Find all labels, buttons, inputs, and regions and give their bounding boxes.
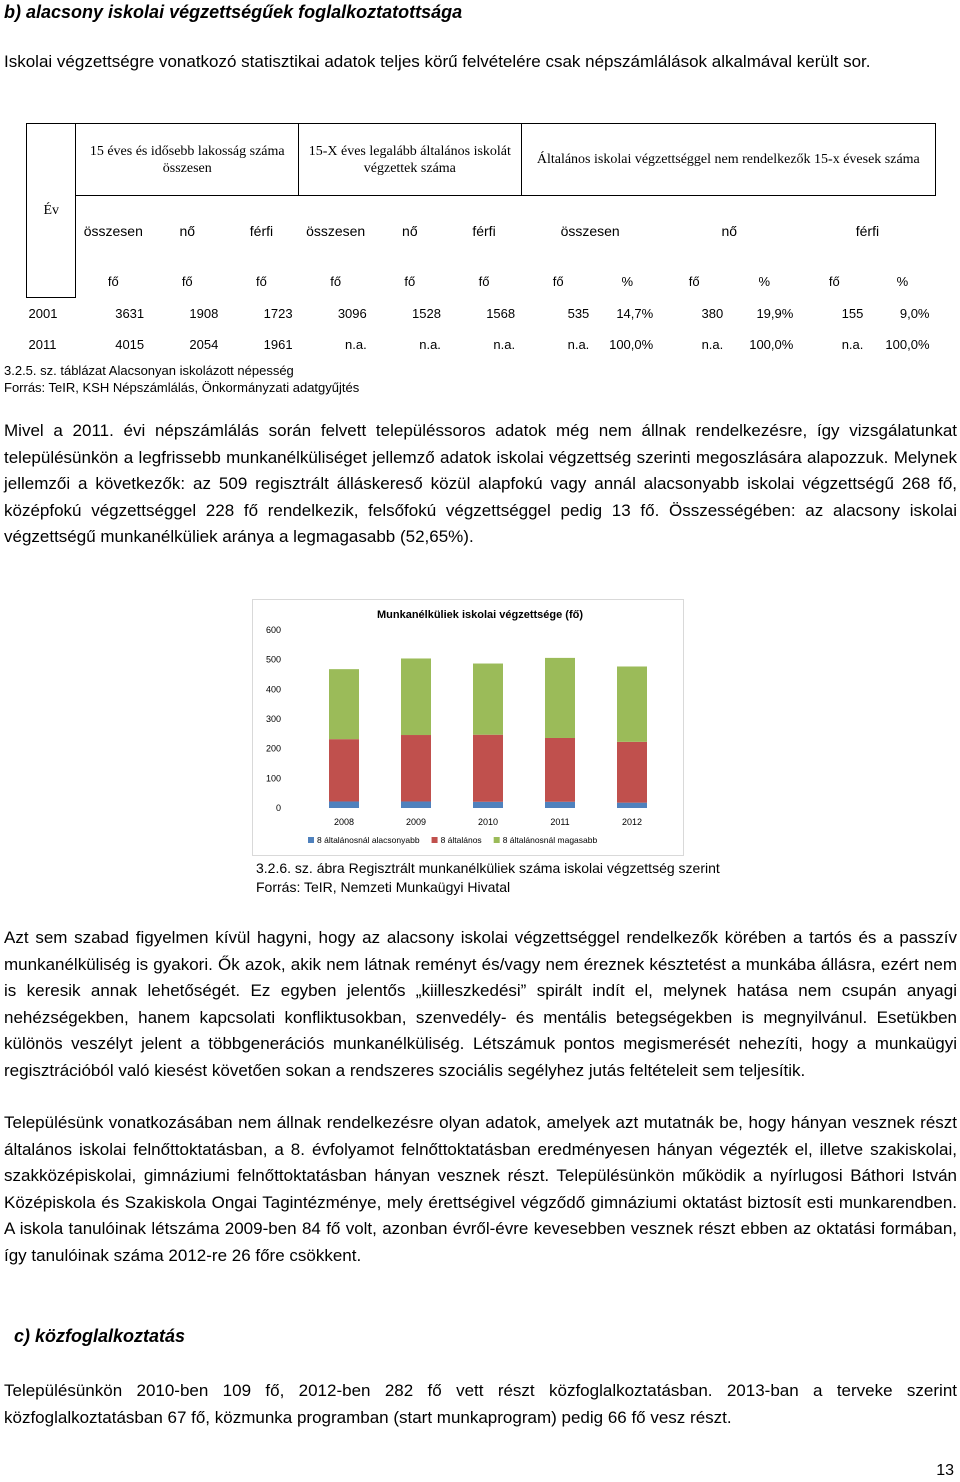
table-cell: 535 <box>567 305 590 321</box>
row-year: 2011 <box>28 336 57 352</box>
table-cell: 1528 <box>412 305 441 321</box>
bar-segment <box>617 666 647 741</box>
unit-header: % <box>758 274 771 289</box>
sub-header: összesen <box>560 222 620 239</box>
unit-header: fő <box>256 274 267 289</box>
table-cell: n.a. <box>419 336 441 352</box>
bar-segment <box>473 735 503 802</box>
table-cell: 1723 <box>263 305 293 321</box>
paragraph-public-work: Településünkön 2010-ben 109 fő, 2012-ben 282 fő vett részt közfoglalkoztatásban. 2013-ban a terveke szerint közfoglalkoztatásban 67 fő, közmunka programban (start munkaprogram) pedig 66 fő vesz részt. <box>4 1381 957 1427</box>
unit-header: fő <box>107 274 119 289</box>
table-cell: 4015 <box>115 336 145 352</box>
unit-header: fő <box>552 274 564 289</box>
table-cell: n.a. <box>567 336 590 352</box>
paragraph-unemployment-intro: Mivel a 2011. évi népszámlálás során felvett településsoros adatok még nem állnak rendelkezésre, így vizsgálatunkat településünkön a legfrissebb munkanélküliséget jellemző adatok iskolai végzettség szerinti megoszlására alapozzuk. Melynek jellemzői a következők: az 509 regisztrált álláskereső közül alapfokú vagy annál alacsonyabb iskolai végzettségű 268 fő, középfokú végzettséggel 228 fő rendelkezik, felsőfokú végzettséggel pedig 13 fő. Összességében: az alacsony iskolai végzettségű munkanélküliek aránya a legmagasabb (52,65%). <box>4 421 957 546</box>
chart-source: Forrás: TeIR, Nemzeti Munkaügyi Hivatal <box>256 879 511 895</box>
unemployment-chart-svg <box>253 600 683 855</box>
y-tick-label: 300 <box>265 714 281 724</box>
table-cell: 380 <box>701 305 724 321</box>
x-tick-label: 2012 <box>621 817 643 827</box>
table-cell: 9,0% <box>899 305 930 321</box>
page-number: 13 <box>936 1462 954 1479</box>
bar-segment <box>401 801 431 808</box>
y-tick-label: 500 <box>265 654 281 665</box>
bar-segment <box>473 664 503 735</box>
table-cell: 155 <box>841 305 864 321</box>
sub-header: férfi <box>472 222 496 239</box>
chart-title: Munkanélküliek iskolai végzettsége (fő) <box>376 609 584 621</box>
table-source: Forrás: TeIR, KSH Népszámlálás, Önkormányzati adatgyűjtés <box>4 380 360 395</box>
table-row <box>27 329 936 360</box>
y-tick-label: 100 <box>265 773 281 784</box>
x-tick-label: 2010 <box>477 817 499 827</box>
sub-header: nő <box>179 222 196 239</box>
bar-segment <box>401 735 431 801</box>
legend-label: 8 általános <box>440 835 482 845</box>
chart-caption: 3.2.6. sz. ábra Regisztrált munkanélküliek száma iskolai végzettség szerint <box>256 860 720 876</box>
table-row <box>27 298 936 329</box>
table-cell: 3096 <box>337 305 367 321</box>
sub-header-row <box>27 196 936 266</box>
bar-segment <box>329 801 359 808</box>
sub-header: összesen <box>83 222 143 239</box>
sub-header: férfi <box>855 222 880 239</box>
unit-header: fő <box>330 274 342 289</box>
unit-header: fő <box>478 274 490 289</box>
table-cell: 14,7% <box>616 305 654 321</box>
unit-header: fő <box>181 274 193 289</box>
bar-segment <box>545 658 575 738</box>
table-cell: 2054 <box>189 336 219 352</box>
x-tick-label: 2008 <box>333 817 355 827</box>
table-cell: 1568 <box>486 305 516 321</box>
y-tick-label: 400 <box>265 684 281 695</box>
table-cell: n.a. <box>345 336 367 352</box>
unit-header: fő <box>828 274 840 289</box>
bar-segment <box>473 802 503 808</box>
bar-segment <box>329 669 359 739</box>
table-cell: n.a. <box>701 336 724 352</box>
row-year: 2001 <box>28 305 58 321</box>
sub-header: nő <box>402 222 418 239</box>
group-header-primary: 15-X éves legalább általános iskolát végzettek száma <box>299 124 522 196</box>
education-table <box>26 123 936 360</box>
legend-label: 8 általánosnál alacsonyabb <box>317 835 420 845</box>
bar-segment <box>401 658 431 735</box>
unit-header: % <box>621 274 634 289</box>
x-tick-label: 2011 <box>550 817 570 827</box>
sub-header: férfi <box>249 222 274 239</box>
table-cell: n.a. <box>841 336 864 352</box>
unit-header: fő <box>688 274 700 289</box>
legend-swatch <box>308 837 314 843</box>
year-header: Év <box>27 124 76 298</box>
unemployment-chart <box>252 599 684 856</box>
unit-header: fő <box>404 274 416 289</box>
sub-header: összesen <box>306 222 366 239</box>
legend-label: 8 általánosnál magasabb <box>502 835 598 845</box>
table-cell: 100,0% <box>885 336 930 352</box>
bar-segment <box>545 738 575 802</box>
group-header-total: 15 éves és idősebb lakosság száma összesen <box>76 124 299 196</box>
table-cell: n.a. <box>493 336 516 352</box>
unit-header: % <box>896 274 909 289</box>
group-header-no-primary: Általános iskolai végzettséggel nem rendelkezők 15-x évesek száma <box>521 124 935 196</box>
x-tick-label: 2009 <box>405 817 427 827</box>
unit-header-row <box>27 266 936 298</box>
y-tick-label: 200 <box>265 743 281 754</box>
table-cell: 19,9% <box>756 305 794 321</box>
legend-swatch <box>494 837 500 843</box>
intro-paragraph: Iskolai végzettségre vonatkozó statisztikai adatok teljes körű felvételére csak népszámlálások alkalmával került sor. <box>4 52 871 71</box>
bar-segment <box>545 802 575 808</box>
paragraph-long-term-unemployment: Azt sem szabad figyelmen kívül hagyni, hogy az alacsony iskolai végzettséggel rendelkezők körében a tartós és a passzív munkanélküliség is gyakori. Ők azok, akik nem látnak reményt és/vagy nem éreznek késztetést a munkába állásra, ezért nem is keresik annak lehetőségét. Ez egyben jelentős „kiilleszkedési” spirált indít el, melynek hatása nem csupán anyagi nehézségekben, hanem kapcsolati konfliktusokban, szenvedély- és mentális betegségekben is megnyilvánul. Esetükben különös veszélyt jelent a többgenerációs munkanélküliség. Létszámuk pontos megismerését nehezíti, hogy a munkaügyi regisztrációból való kiesést követően sokan a rendszeres szociális segélyhez jutás feltételeit sem teljesítik. <box>4 928 957 1080</box>
y-tick-label: 0 <box>275 803 281 813</box>
sub-header: nő <box>721 222 738 239</box>
y-tick-label: 600 <box>265 625 281 635</box>
paragraph-adult-education: Településünk vonatkozásában nem állnak rendelkezésre olyan adatok, amelyek azt mutatnák be, hogy hányan vesznek részt általános iskolai felnőttoktatásban, a 8. évfolyamot felnőttoktatásban eredményesen hányan végezték el, illetve szakiskolai, szakközépiskolai, gimnáziumi felnőttoktatásban hányan vesznek részt. Településünkön működik a nyírlugosi Báthori István Középiskola és Szakiskola Ongai Tagintézménye, mely érettségivel végződő gimnáziumi oktatást biztosít esti munkarendben. A iskola tanulóinak létszáma 2009-ben 84 fő volt, azonban évről-évre kevesebben vesznek részt ebben az oktatási formában, így tanulóinak száma 2012-re 26 főre csökkent. <box>4 1113 957 1265</box>
section-b-heading: b) alacsony iskolai végzettségűek foglalkoztatottsága <box>4 2 463 22</box>
bar-segment <box>329 739 359 801</box>
table-cell: 100,0% <box>749 336 794 352</box>
bar-segment <box>617 803 647 808</box>
table-cell: 1961 <box>263 336 293 352</box>
table-cell: 1908 <box>189 305 219 321</box>
bar-segment <box>617 742 647 803</box>
table-cell: 3631 <box>115 305 145 321</box>
legend-swatch <box>432 837 438 843</box>
section-c-heading: c) közfoglalkoztatás <box>14 1326 186 1346</box>
table-caption: 3.2.5. sz. táblázat Alacsonyan iskolázott népesség <box>4 363 294 378</box>
table-cell: 100,0% <box>609 336 654 352</box>
